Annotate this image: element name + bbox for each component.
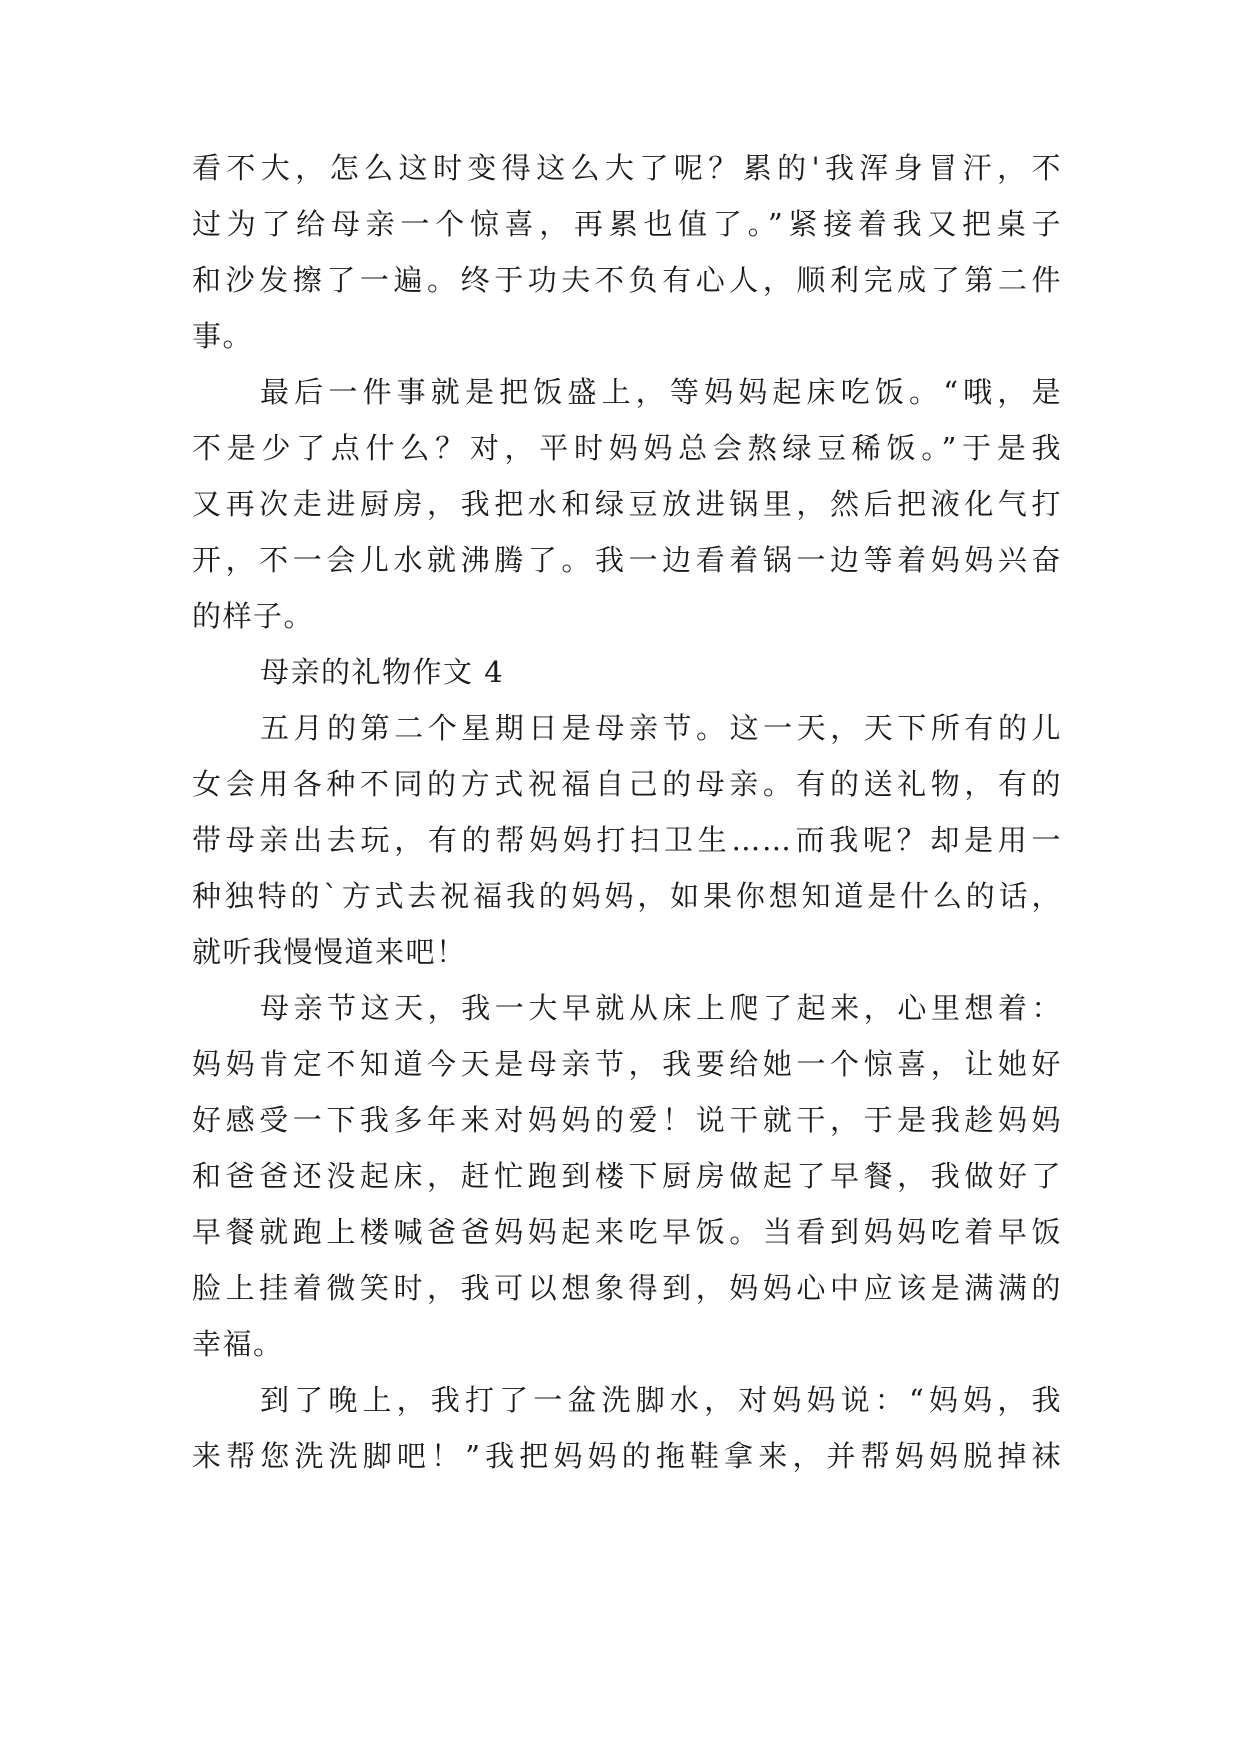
section-heading: 母亲的礼物作文 4 (260, 655, 505, 689)
text-line: 的样子。 (192, 599, 315, 633)
text-line: 早餐就跑上楼喊爸爸妈妈起来吃早饭。当看到妈妈吃着早饭 (192, 1215, 1062, 1249)
text-line: 又再次走进厨房，我把水和绿豆放进锅里，然后把液化气打 (192, 487, 1062, 521)
text-line: 和沙发擦了一遍。终于功夫不负有心人，顺利完成了第二件 (192, 263, 1062, 297)
text-line: 脸上挂着微笑时，我可以想象得到，妈妈心中应该是满满的 (192, 1271, 1062, 1305)
text-line: 过为了给母亲一个惊喜，再累也值了。”紧接着我又把桌子 (192, 207, 1062, 241)
text-line: 种独特的`方式去祝福我的妈妈，如果你想知道是什么的话， (192, 879, 1062, 913)
text-line: 就听我慢慢道来吧！ (192, 935, 467, 969)
text-line: 开，不一会儿水就沸腾了。我一边看着锅一边等着妈妈兴奋 (192, 543, 1062, 577)
text-line: 来帮您洗洗脚吧！”我把妈妈的拖鞋拿来，并帮妈妈脱掉袜 (192, 1439, 1062, 1473)
text-line: 好感受一下我多年来对妈妈的爱！说干就干，于是我趁妈妈 (192, 1103, 1062, 1137)
text-line: 事。 (192, 319, 254, 353)
text-line: 不是少了点什么？对，平时妈妈总会熬绿豆稀饭。”于是我 (192, 431, 1062, 465)
text-line: 女会用各种不同的方式祝福自己的母亲。有的送礼物，有的 (192, 767, 1062, 801)
text-line: 五月的第二个星期日是母亲节。这一天，天下所有的儿 (260, 711, 1062, 745)
text-line: 看不大，怎么这时变得这么大了呢？累的'我浑身冒汗，不 (192, 151, 1062, 185)
text-line: 幸福。 (192, 1327, 284, 1361)
text-line: 最后一件事就是把饭盛上，等妈妈起床吃饭。“哦，是 (260, 375, 1062, 409)
text-line: 妈妈肯定不知道今天是母亲节，我要给她一个惊喜，让她好 (192, 1047, 1062, 1081)
text-line: 母亲节这天，我一大早就从床上爬了起来，心里想着： (260, 991, 1062, 1025)
text-line: 带母亲出去玩，有的帮妈妈打扫卫生……而我呢？却是用一 (192, 823, 1062, 857)
text-line: 到了晚上，我打了一盆洗脚水，对妈妈说：“妈妈，我 (260, 1383, 1062, 1417)
text-line: 和爸爸还没起床，赶忙跑到楼下厨房做起了早餐，我做好了 (192, 1159, 1062, 1193)
